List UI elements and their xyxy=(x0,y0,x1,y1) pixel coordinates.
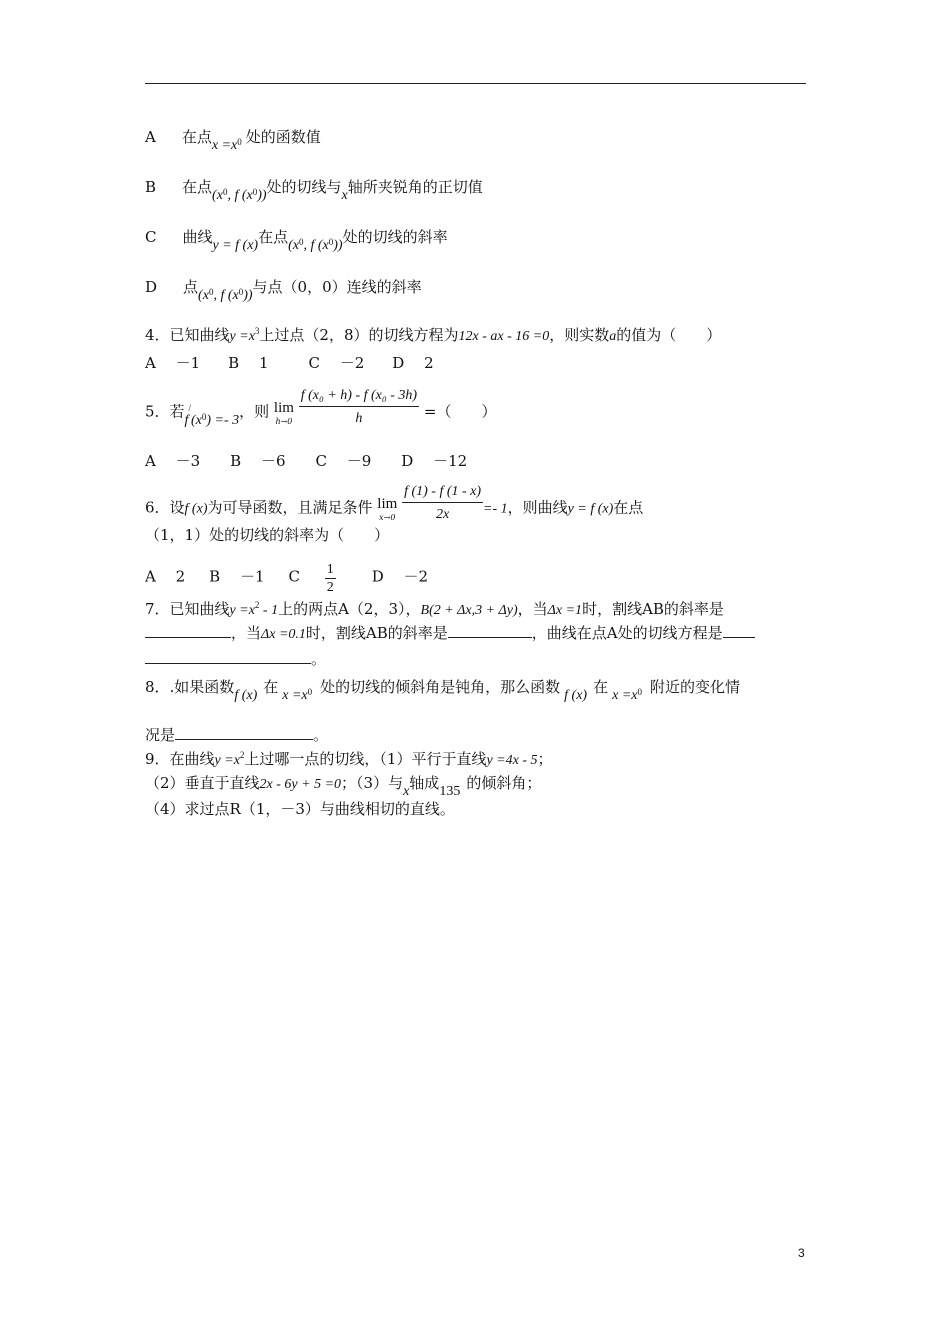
question-4-options: A －1 B 1 C －2 D 2 xyxy=(145,354,434,372)
question-5: 5．若$f^/(x_0) =- 3$，则 lim h→0 $\frac{\text{f (x₀ + h) - f (x₀ - 3h)}}{h}$ =（ ） xyxy=(145,390,496,435)
option-a: A 在点$x =x_0$ 处的函数值 xyxy=(145,128,321,153)
question-7: 7．已知曲线$y =x^2 - 1$上的两点A（2，3），B(2 + Δx,3 + Δy)，当Δx =1时，割线AB的斜率是 xyxy=(145,600,724,618)
answer-blank-3-cont[interactable] xyxy=(145,649,311,664)
answer-blank-3[interactable] xyxy=(723,623,755,638)
option-d: D 点($x_0$, f $(x_0)$)与点（0，0）连线的斜率 xyxy=(145,278,422,303)
question-9: 9．在曲线$y =x^2$上过哪一点的切线，（1）平行于直线y =4x - 5； xyxy=(145,750,553,768)
question-9-line3: （4）求过点R（1，－3）与曲线相切的直线。 xyxy=(145,800,455,818)
question-8-line2: 况是 。 xyxy=(145,726,329,744)
limit-h: lim h→0 xyxy=(273,399,294,426)
page-number: 3 xyxy=(798,1246,805,1260)
question-8: 8．.如果函数f (x) 在 $x =x_0$ 处的切线的倾斜角是钝角，那么函数 f (x) 在 $x =x_0$ 附近的变化情 xyxy=(145,678,740,703)
option-b: B 在点($x_0$, f $(x_0)$)处的切线与x轴所夹锐角的正切值 xyxy=(145,178,483,203)
header-rule xyxy=(145,83,806,84)
fraction-q5: $\frac{\text{f (x₀ + h) - f (x₀ - 3h)}}{h}$ xyxy=(300,388,418,426)
option-c: C 曲线y = f (x)在点($x_0$, f $(x_0)$)处的切线的斜率 xyxy=(145,228,448,253)
answer-blank-1[interactable] xyxy=(145,623,231,638)
fraction-q6: $\frac{f (1) - f (1 - x)}{2x}$ xyxy=(404,484,482,522)
question-7-line3: 。 xyxy=(145,648,326,670)
question-6-line2: （1，1）处的切线的斜率为（ ） xyxy=(145,526,390,544)
question-6: 6．设f (x)为可导函数，且满足条件 lim x→0 $\frac{f (1) - f (1 - x)}{2x}$ =- 1，则曲线y = f (x)在点 xyxy=(145,486,643,531)
question-9-line2: （2）垂直于直线2x - 6y + 5 =0；（3）与x轴成135 的倾斜角； xyxy=(145,774,542,799)
limit-x: lim x→0 xyxy=(377,495,398,522)
question-5-options: A －3 B －6 C －9 D －12 xyxy=(145,452,468,470)
answer-blank-4[interactable] xyxy=(175,725,313,740)
question-4: 4．已知曲线$y =x^3$上过点（2，8）的切线方程为12x - ax - 16 =0，则实数a的值为（ ） xyxy=(145,326,722,344)
question-6-options: A 2 B －1 C $\frac{1}{2}$ D －2 xyxy=(145,562,429,595)
question-7-line2: ，当Δx =0.1时，割线AB的斜率是 ，曲线在点A处的切线方程是 xyxy=(145,622,755,646)
fraction-one-half: $\frac{1}{2}$ xyxy=(326,562,334,595)
answer-blank-2[interactable] xyxy=(448,623,532,638)
